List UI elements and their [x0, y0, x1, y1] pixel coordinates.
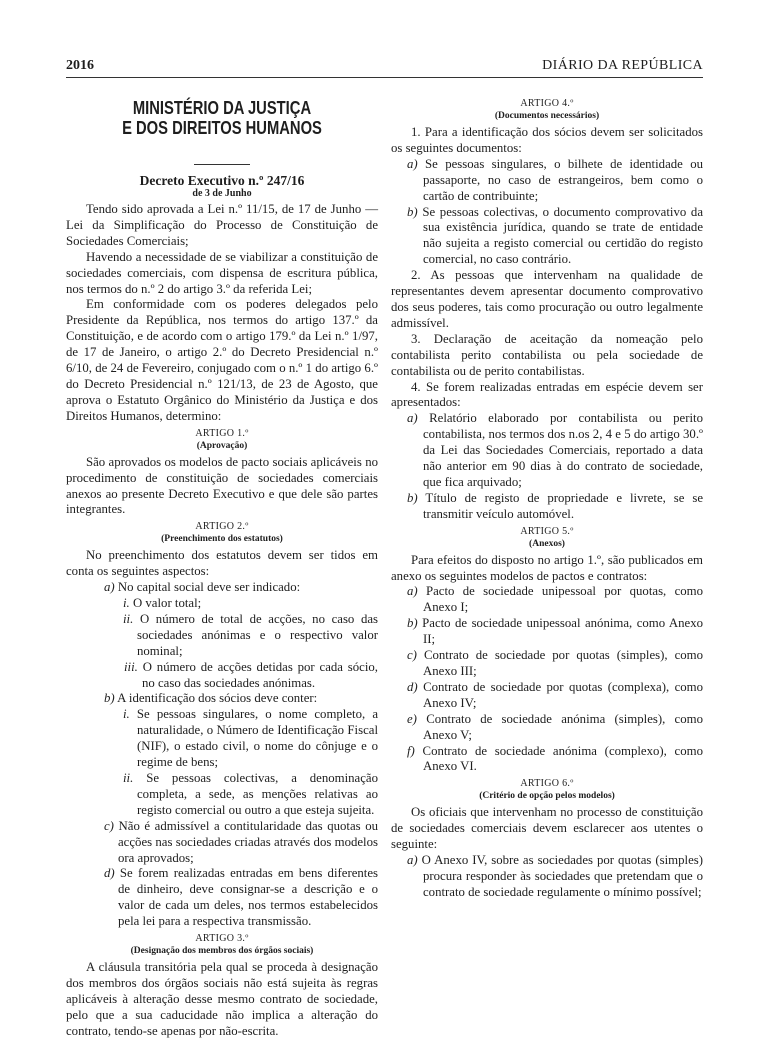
list-label: i.	[123, 596, 130, 611]
list-item	[391, 853, 703, 901]
list-item	[391, 411, 703, 491]
article-text: Os oficiais que intervenham no processo de constituição de sociedades comerciais devem esclarecer aos utentes o seguinte:	[391, 805, 703, 852]
list-item	[391, 648, 703, 680]
list-label: c)	[407, 648, 417, 663]
list-label: e)	[407, 711, 417, 726]
article-title: (Documentos necessários)	[494, 111, 600, 121]
list-label: a)	[407, 411, 418, 426]
sublist-item	[66, 596, 378, 612]
list-item	[66, 580, 378, 596]
list-label: d)	[407, 679, 418, 694]
article-number: ARTIGO 3.º	[195, 933, 249, 945]
article-text: Para efeitos do disposto no artigo 1.º, são publicados em anexo os seguintes modelos de pactos e contratos:	[391, 552, 703, 583]
list-item	[391, 491, 703, 523]
sublist-item	[66, 612, 378, 660]
right-column	[391, 88, 703, 901]
list-label: b)	[104, 691, 115, 706]
list-item	[391, 584, 703, 616]
article-text: 3. Declaração de aceitação da nomeação pelo contabilista perito contabilista ou pela sociedade de contabilista ou de perito contabilistas.	[391, 331, 703, 378]
article-text: 4. Se forem realizadas entradas em espécie devem ser apresentados:	[391, 379, 703, 410]
ministry-line-2: E DOS DIREITOS HUMANOS	[122, 118, 322, 138]
article-title: (Anexos)	[529, 538, 565, 549]
header-divider	[66, 77, 703, 78]
list-item	[66, 691, 378, 707]
list-item	[391, 712, 703, 744]
list-text: No capital social deve ser indicado:	[117, 580, 301, 595]
list-label: b)	[407, 204, 418, 219]
list-label: b)	[407, 616, 418, 631]
list-text: Título de registo de propriedade e livrete, se se transmitir veículo automóvel.	[423, 490, 704, 521]
list-text: Se pessoas singulares, o nome completo, a naturalidade, o Número de Identificação Fiscal (NIF), o estado civil, o nome do cônjuge e o regime de bens;	[136, 707, 378, 770]
list-text: Contrato de sociedade por quotas (simples), como Anexo III;	[423, 648, 704, 678]
left-column	[66, 88, 378, 1040]
list-text: Se pessoas colectivas, o documento comprovativo da sua existência jurídica, quando se trate de entidade não sujeita a registo comercial ou certidão do registo comercial, no caso contrário.	[422, 204, 703, 267]
list-label: ii.	[123, 611, 134, 626]
list-item	[391, 616, 703, 648]
journal-title: DIÁRIO DA REPÚBLICA	[542, 58, 703, 73]
list-label: a)	[104, 580, 115, 595]
list-text: Se pessoas colectivas, a denominação completa, a sede, as menções relativas ao registo comercial ou outro a que esteja sujeita.	[137, 771, 378, 817]
list-item	[391, 157, 703, 205]
decree-date: de 3 de Junho	[192, 188, 252, 199]
list-text: Se pessoas singulares, o bilhete de identidade ou passaporte, no caso de estrangeiros, bem como o cartão de contribuinte;	[423, 156, 703, 203]
article-text: A cláusula transitória pela qual se proceda à designação dos membros dos órgãos sociais não está sujeita às regras aplicáveis à alteração desse mesmo contrato de sociedade, pelo que a sua caducidade não implica a alteração do contrato, tendo-se apenas por não-escrita.	[66, 960, 378, 1038]
list-label: c)	[104, 818, 114, 833]
article-title: (Aprovação)	[196, 440, 248, 451]
list-text: Contrato de sociedade anónima (complexo), como Anexo VI.	[422, 743, 703, 774]
list-text: O número de acções detidas por cada sócio, no caso das sociedades anónimas.	[142, 659, 379, 690]
sublist-item	[66, 771, 378, 819]
list-text: Relatório elaborado por contabilista ou perito contabilista, nos termos dos n.os 2, 4 e 5 do artigo 30.º da Lei das Sociedades Comerciais, reportado a data não anterior em 90 dias à do contrato de sociedade, que fica arquivado;	[423, 411, 704, 489]
intro-paragraph: Tendo sido aprovada a Lei n.º 11/15, de 17 de Junho — Lei da Simplificação do Processo de Constituição de Sociedades Comerciais;	[66, 202, 378, 248]
intro-paragraph: Havendo a necessidade de se viabilizar a constituição de sociedades comerciais, com dispensa de escritura pública, nos termos do n.º 2 do artigo 3.º da referida Lei;	[66, 249, 378, 296]
list-text: O número de total de acções, no caso das sociedades anónimas e o respectivo valor nominal;	[137, 611, 379, 658]
list-item	[66, 866, 378, 930]
article-title: (Preenchimento dos estatutos)	[161, 534, 283, 545]
list-item	[391, 205, 703, 269]
intro-paragraph: Em conformidade com os poderes delegados pelo Presidente da República, nos termos do artigo 137.º da Constituição, e de acordo com o artigo 179.º da Lei n.º 1/97, de 17 de Janeiro, o artigo 2.º do Decreto Presidencial n.º 6/10, de 24 de Fevereiro, conjugado com o n.º 1 do artigo 6.º do Decreto Presidencial n.º 121/13, de 23 de Agosto, que aprova o Estatuto Orgânico do Ministério da Justiça e dos Direitos Humanos, determino:	[66, 297, 378, 423]
list-label: a)	[407, 584, 418, 599]
decree-title: Decreto Executivo n.º 247/16	[139, 173, 305, 188]
list-label: iii.	[124, 659, 138, 674]
list-text: Se forem realizadas entradas em bens diferentes de dinheiro, deve consignar-se a descrição e o valor de cada um deles, nos termos estabelecidos pela lei para a respectiva transmissão.	[118, 866, 379, 929]
list-label: d)	[104, 866, 115, 881]
list-item	[66, 819, 378, 867]
list-label: b)	[407, 490, 418, 505]
list-label: a)	[407, 156, 418, 171]
title-divider	[194, 164, 250, 165]
article-text: São aprovados os modelos de pacto sociais aplicáveis no procedimento de constituição de sociedades comerciais anexos ao presente Decreto Executivo e que dele são partes integrantes.	[66, 454, 378, 517]
article-number: ARTIGO 2.º	[195, 521, 249, 533]
list-label: ii.	[123, 771, 134, 785]
list-label: a)	[407, 853, 418, 868]
article-title: (Critério de opção pelos modelos)	[479, 791, 615, 802]
list-text: Contrato de sociedade por quotas (complexa), como Anexo IV;	[423, 679, 704, 710]
sublist-item	[66, 660, 378, 692]
list-item	[391, 744, 703, 776]
article-text: No preenchimento dos estatutos devem ser tidos em conta os seguintes aspectos:	[66, 548, 378, 579]
article-number: ARTIGO 6.º	[520, 778, 574, 790]
list-text: Não é admissível a contitularidade das quotas ou acções nas sociedades criadas através dos modelos ora aprovados;	[118, 818, 378, 865]
article-text: 2. As pessoas que intervenham na qualidade de representantes devem apresentar documento comprovativo dos seus poderes, tais como procuração ou outro legalmente admissível.	[391, 268, 703, 330]
ministry-heading	[94, 98, 350, 138]
article-number: ARTIGO 4.º	[520, 98, 574, 109]
list-label: f)	[407, 743, 415, 758]
sublist-item	[66, 707, 378, 771]
list-text: O valor total;	[132, 596, 202, 611]
article-number: ARTIGO 1.º	[195, 427, 249, 439]
list-item	[391, 680, 703, 712]
list-text: O Anexo IV, sobre as sociedades por quotas (simples) procura responder às sociedades que pretendam que o contrato de sociedade regulamente o mínimo possível;	[421, 853, 703, 899]
list-text: Pacto de sociedade unipessoal por quotas, como Anexo I;	[423, 584, 704, 615]
article-title: (Designação dos membros dos órgãos sociais)	[130, 946, 314, 957]
ministry-line-1: MINISTÉRIO DA JUSTIÇA	[132, 98, 312, 118]
page-number: 2016	[66, 58, 94, 73]
article-text: 1. Para a identificação dos sócios devem ser solicitados os seguintes documentos:	[391, 125, 703, 155]
list-text: A identificação dos sócios deve conter:	[117, 691, 318, 706]
article-number: ARTIGO 5.º	[520, 525, 574, 537]
page-header	[66, 58, 703, 78]
list-label: i.	[123, 707, 130, 722]
list-text: Contrato de sociedade anónima (simples), como Anexo V;	[423, 711, 703, 742]
list-text: Pacto de sociedade unipessoal anónima, como Anexo II;	[422, 616, 703, 647]
